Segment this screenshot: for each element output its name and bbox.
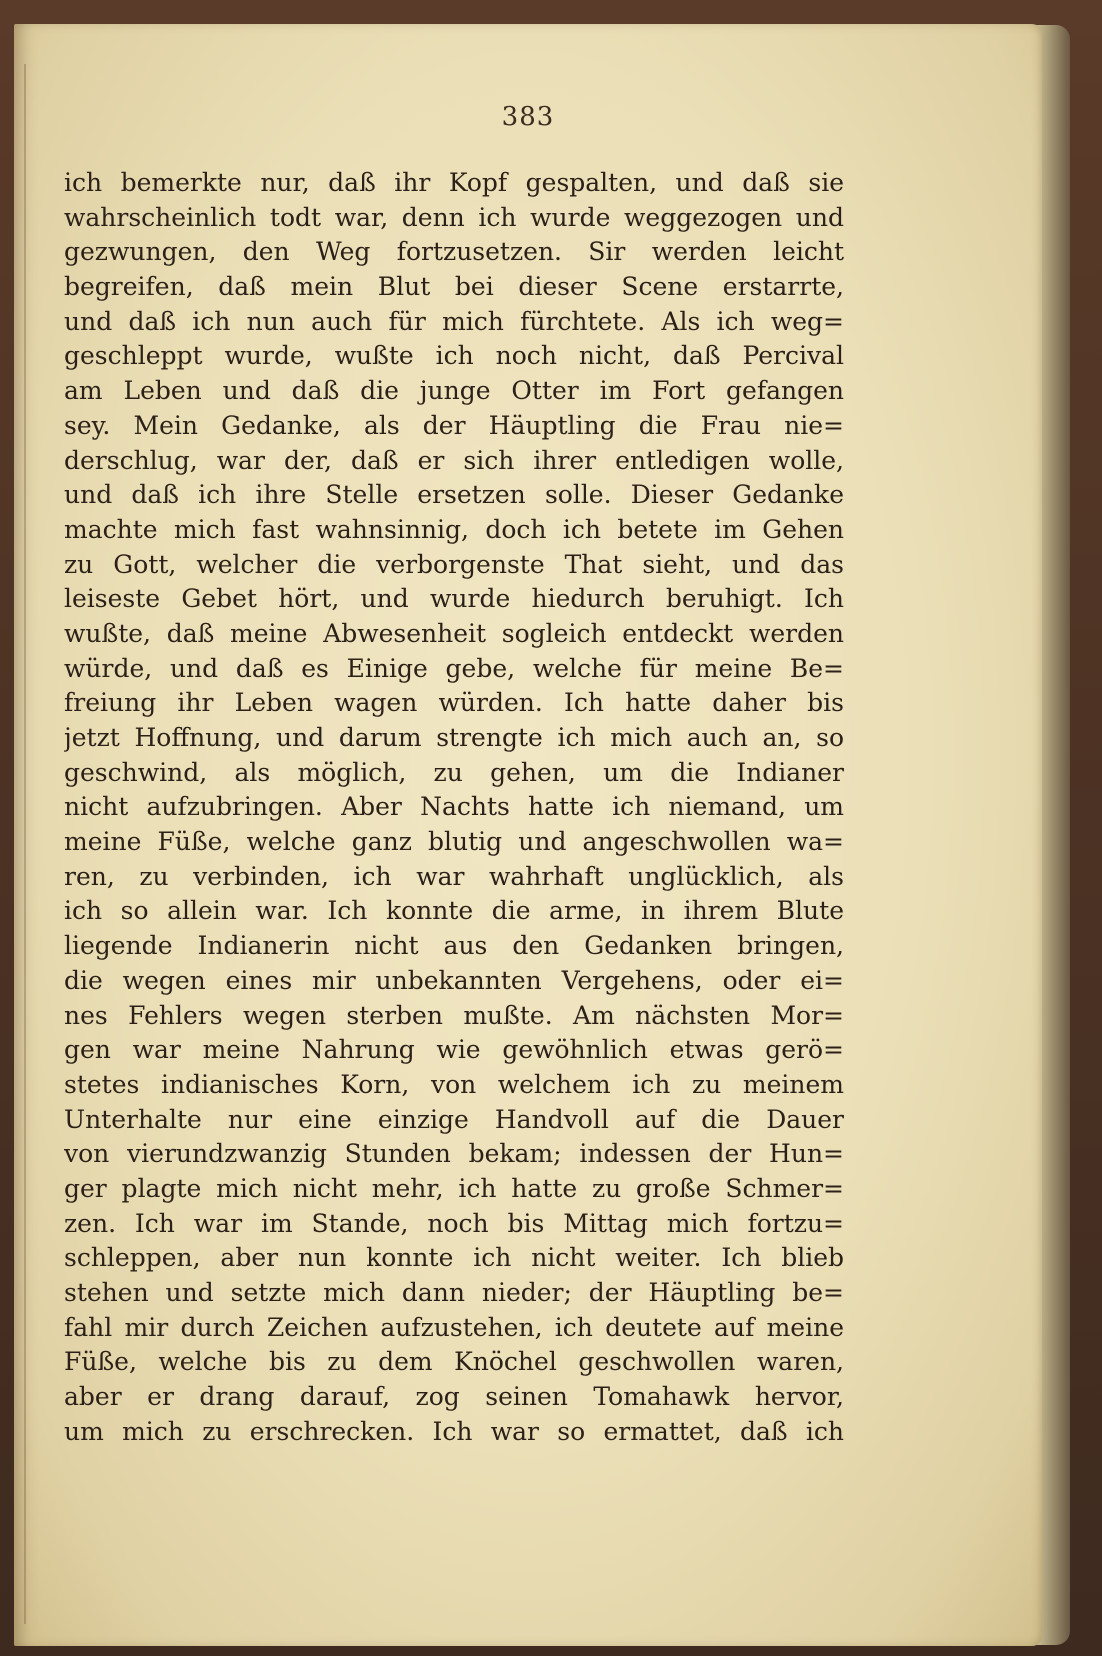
- text-line: meine Füße, welche ganz blutig und angeschwollen wa=: [64, 827, 844, 857]
- text-line: gen war meine Nahrung wie gewöhnlich etwas gerö=: [64, 1035, 844, 1065]
- text-line: um mich zu erschrecken. Ich war so ermattet, daß ich: [64, 1416, 844, 1446]
- text-line: zu Gott, welcher die verborgenste That sieht, und das: [64, 549, 844, 579]
- text-line: nicht aufzubringen. Aber Nachts hatte ich niemand, um: [64, 792, 844, 822]
- text-line: stehen und setzte mich dann nieder; der Häuptling be=: [64, 1278, 844, 1307]
- text-line: zen. Ich war im Stande, noch bis Mittag mich fortzu=: [64, 1208, 844, 1238]
- gutter-shadow: [24, 64, 26, 1624]
- page-number: 383: [501, 102, 555, 132]
- text-line: Füße, welche bis zu dem Knöchel geschwollen waren,: [64, 1347, 844, 1377]
- text-line: Unterhalte nur eine einzige Handvoll auf die Dauer: [64, 1104, 844, 1134]
- text-line: begreifen, daß mein Blut bei dieser Scene erstarrte,: [64, 272, 844, 302]
- text-line: jetzt Hoffnung, und darum strengte ich mich auch an, so: [64, 723, 844, 752]
- text-line: und daß ich nun auch für mich fürchtete. Als ich weg=: [64, 306, 844, 336]
- book-page: [14, 24, 1042, 1646]
- text-line: machte mich fast wahnsinnig, doch ich betete im Gehen: [64, 514, 844, 544]
- text-line: aber er drang darauf, zog seinen Tomahawk hervor,: [64, 1382, 844, 1412]
- text-line: würde, und daß es Einige gebe, welche für meine Be=: [64, 653, 844, 683]
- text-line: geschwind, als möglich, zu gehen, um die Indianer: [64, 757, 844, 787]
- text-line: wahrscheinlich todt war, denn ich wurde weggezogen und: [64, 202, 844, 232]
- text-line: leiseste Gebet hört, und wurde hiedurch beruhigt. Ich: [64, 584, 844, 614]
- text-line: wußte, daß meine Abwesenheit sogleich entdeckt werden: [64, 618, 844, 648]
- text-line: von vierundzwanzig Stunden bekam; indessen der Hun=: [64, 1139, 844, 1169]
- text-line: und daß ich ihre Stelle ersetzen solle. Dieser Gedanke: [64, 480, 844, 510]
- text-line: nes Fehlers wegen sterben mußte. Am nächsten Mor=: [64, 1000, 844, 1030]
- text-line: sey. Mein Gedanke, als der Häuptling die Frau nie=: [64, 410, 844, 440]
- text-line: liegende Indianerin nicht aus den Gedanken bringen,: [64, 931, 844, 961]
- text-line: am Leben und daß die junge Otter im Fort gefangen: [64, 376, 844, 406]
- text-line: ich bemerkte nur, daß ihr Kopf gespalten, und daß sie: [64, 168, 844, 197]
- text-line: ich so allein war. Ich konnte die arme, in ihrem Blute: [64, 896, 844, 926]
- text-line: freiung ihr Leben wagen würden. Ich hatte daher bis: [64, 688, 844, 718]
- text-line: gezwungen, den Weg fortzusetzen. Sir werden leicht: [64, 237, 844, 267]
- text-line: derschlug, war der, daß er sich ihrer entledigen wolle,: [64, 445, 844, 475]
- text-line: geschleppt wurde, wußte ich noch nicht, daß Percival: [64, 341, 844, 371]
- text-line: schleppen, aber nun konnte ich nicht weiter. Ich blieb: [64, 1243, 844, 1273]
- body-text: [64, 166, 844, 1449]
- text-line: fahl mir durch Zeichen aufzustehen, ich deutete auf meine: [64, 1312, 844, 1342]
- text-line: stetes indianisches Korn, von welchem ich zu meinem: [64, 1069, 844, 1099]
- text-line: ger plagte mich nicht mehr, ich hatte zu große Schmer=: [64, 1173, 844, 1203]
- text-line: ren, zu verbinden, ich war wahrhaft unglücklich, als: [64, 861, 844, 891]
- text-line: die wegen eines mir unbekannten Vergehens, oder ei=: [64, 965, 844, 995]
